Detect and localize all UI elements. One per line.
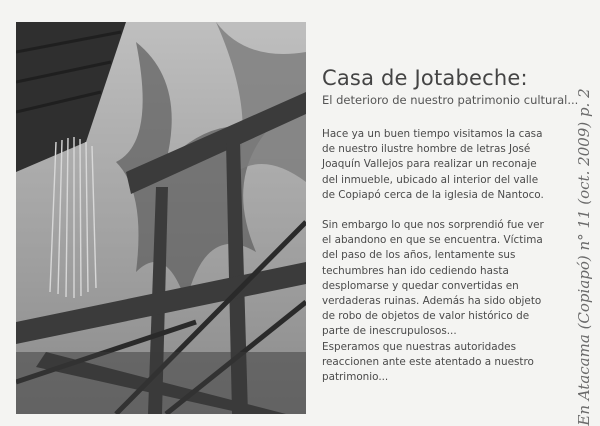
article-body [322,127,554,385]
handwritten-note [574,88,594,426]
article-paragraph-3: Esperamos que nuestras autoridades reaccionen ante este atentado a nuestro patrimonio... [322,340,534,384]
article-subtitle: El deterioro de nuestro patrimonio cultural... [322,93,579,107]
article-paragraph-2: Sin embargo lo que nos sorprendió fue ver el abandono en que se encuentra. Víctima del paso de los años, lentamente sus techumbres han ido cediendo hasta desplomarse y quedar convertidas en verdaderas ruinas. Además ha sido objeto de robo de objetos de valor histórico de parte de inescrupulosos... [322,219,544,338]
handwritten-note-text: En Atacama (Copiapó) n° 11 (oct. 2009) p. 2 [575,88,593,426]
article-title: Casa de Jotabeche: [322,66,528,90]
ruins-photo [16,22,306,414]
ruins-photo-graphic [16,22,306,414]
article-paragraph-1: Hace ya un buen tiempo visitamos la casa de nuestro ilustre hombre de letras José Joaquín Vallejos para realizar un reconaje del inmueble, ubicado al interior del valle de Copiapó cerca de la iglesia de Nantoco. [322,128,544,201]
